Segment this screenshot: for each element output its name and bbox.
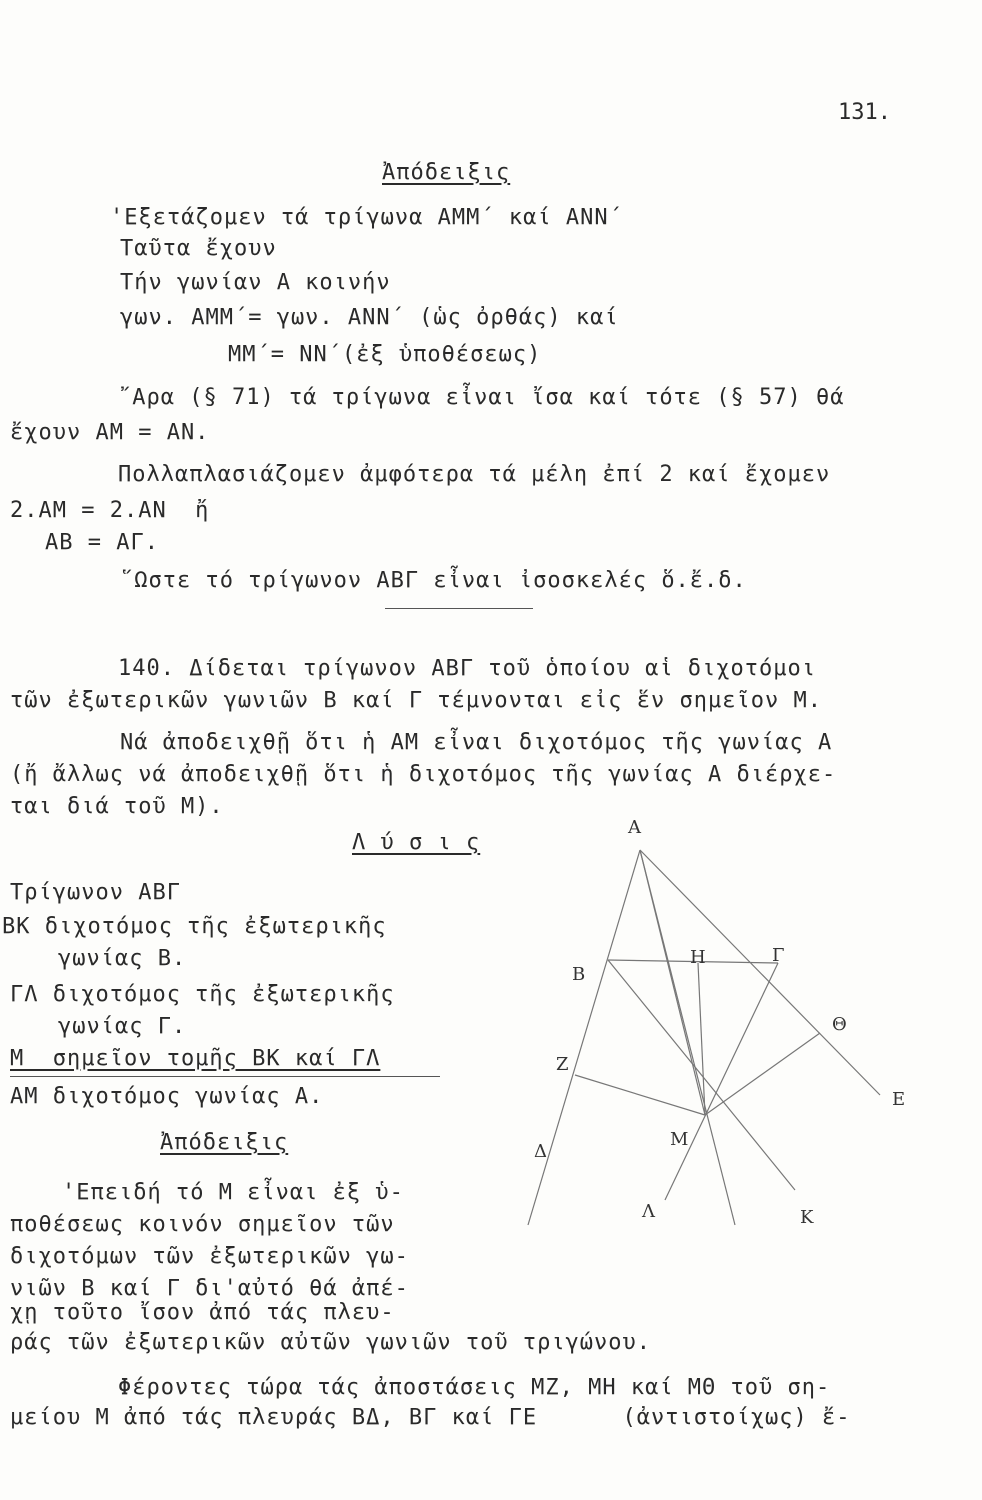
line-ae <box>640 850 880 1095</box>
given-line-5: γωνίας Γ. <box>58 1014 187 1039</box>
label-h: Η <box>690 947 706 968</box>
solution-heading: Λ ύ σ ι ς <box>352 830 481 855</box>
line-ad <box>528 850 640 1225</box>
proof-line-8: Πολλαπλασιάζομεν ἀμφότερα τά μέλη ἐπί 2 καί ἔχομεν <box>118 462 831 487</box>
label-l: Λ <box>642 1201 655 1222</box>
proof-line-2: Ταῦτα ἔχουν <box>120 236 277 261</box>
line-mth <box>705 1033 820 1115</box>
proof-line-5: ΜΜ΄= ΝΝ΄(ἐξ ὑποθέσεως) <box>228 342 542 367</box>
label-g: Γ <box>772 945 785 966</box>
label-b: Β <box>572 964 586 985</box>
given-line-3: γωνίας Β. <box>58 946 187 971</box>
label-a: Α <box>628 817 641 838</box>
proof2-line-5: χῃ τοῦτο ἴσον ἀπό τάς πλευ- <box>10 1300 395 1325</box>
problem-line-1: 140. Δίδεται τρίγωνον ΑΒΓ τοῦ ὁποίου αἱ διχοτόμοι <box>118 656 817 681</box>
label-k: Κ <box>800 1207 814 1228</box>
proof-line-10: ΑΒ = ΑΓ. <box>45 530 159 555</box>
proof-line-7: ἔχουν ΑΜ = ΑΝ. <box>10 420 210 445</box>
given-line-1: Τρίγωνον ΑΒΓ <box>10 880 181 905</box>
proof2-heading: Ἀπόδειξις <box>160 1130 289 1155</box>
proof-line-6: ῎Αρα (§ 71) τά τρίγωνα εἶναι ἴσα καί τότε (§ 57) θά <box>118 385 845 410</box>
proof2-line-7: Φέροντες τώρα τάς ἀποστάσεις ΜΖ, ΜΗ καί ΜΘ τοῦ ση- <box>118 1375 831 1400</box>
problem-line-4: (ἤ ἄλλως νά ἀποδειχθῇ ὅτι ἡ διχοτόμος τῆς γωνίας Α διέρχε- <box>10 762 837 787</box>
proof-line-9: 2.ΑΜ = 2.ΑΝ ἤ <box>10 498 210 523</box>
line-a-lower <box>640 850 735 1225</box>
label-d: Δ <box>534 1141 547 1162</box>
proof2-line-3: διχοτόμων τῶν ἐξωτερικῶν γω- <box>10 1244 409 1269</box>
triangle-figure <box>520 805 920 1285</box>
label-z: Ζ <box>556 1054 569 1075</box>
proof-line-1: 'Εξετάζομεν τά τρίγωνα ΑΜΜ΄ καί ΑΝΝ΄ <box>110 205 623 230</box>
given-divider <box>10 1076 440 1077</box>
label-m: Μ <box>670 1129 689 1150</box>
proof-heading: Ἀπόδειξις <box>382 160 511 185</box>
given-line-2: ΒΚ διχοτόμος τῆς ἐξωτερικῆς <box>2 914 387 939</box>
proof2-line-6: ράς τῶν ἐξωτερικῶν αὐτῶν γωνιῶν τοῦ τριγώνου. <box>10 1330 652 1355</box>
problem-line-3: Νά ἀποδειχθῇ ὅτι ἡ ΑΜ εἶναι διχοτόμος τῆς γωνίας Α <box>120 730 833 755</box>
given-line-4: ΓΛ διχοτόμος τῆς ἐξωτερικῆς <box>10 982 395 1007</box>
proof2-line-2: ποθέσεως κοινόν σημεῖον τῶν <box>10 1212 395 1237</box>
line-gl <box>665 963 778 1200</box>
proof-line-4: γων. ΑΜΜ΄= γων. ΑΝΝ΄ (ὡς ὀρθάς) καί <box>120 305 619 330</box>
proof-line-3: Τήν γωνίαν Α κοινήν <box>120 270 391 295</box>
proof2-line-4: νιῶν Β καί Γ δι'αὐτό θά ἀπέ- <box>10 1276 409 1301</box>
line-mz <box>575 1075 705 1115</box>
given-line-7: ΑΜ διχοτόμος γωνίας Α. <box>10 1084 324 1109</box>
section-divider <box>385 608 533 609</box>
label-e: Ε <box>892 1089 906 1110</box>
problem-line-2: τῶν ἐξωτερικῶν γωνιῶν Β καί Γ τέμνονται εἰς ἕν σημεῖον Μ. <box>10 688 822 713</box>
line-bk <box>608 960 795 1190</box>
proof-line-11: ῞Ωστε τό τρίγωνον ΑΒΓ εἶναι ἰσοσκελές ὅ.ἔ.δ. <box>120 568 747 593</box>
proof2-line-8: μείου Μ ἀπό τάς πλευράς ΒΔ, ΒΓ καί ΓΕ (ἀντιστοίχως) ἔ- <box>10 1405 851 1430</box>
given-line-6: Μ σημεῖον τομῆς ΒΚ καί ΓΛ <box>10 1046 381 1071</box>
proof2-line-1: 'Επειδή τό Μ εἶναι ἐξ ὑ- <box>62 1180 404 1205</box>
label-th: Θ <box>832 1014 847 1035</box>
page-number: 131. <box>838 100 891 125</box>
problem-line-5: ται διά τοῦ Μ). <box>10 794 224 819</box>
